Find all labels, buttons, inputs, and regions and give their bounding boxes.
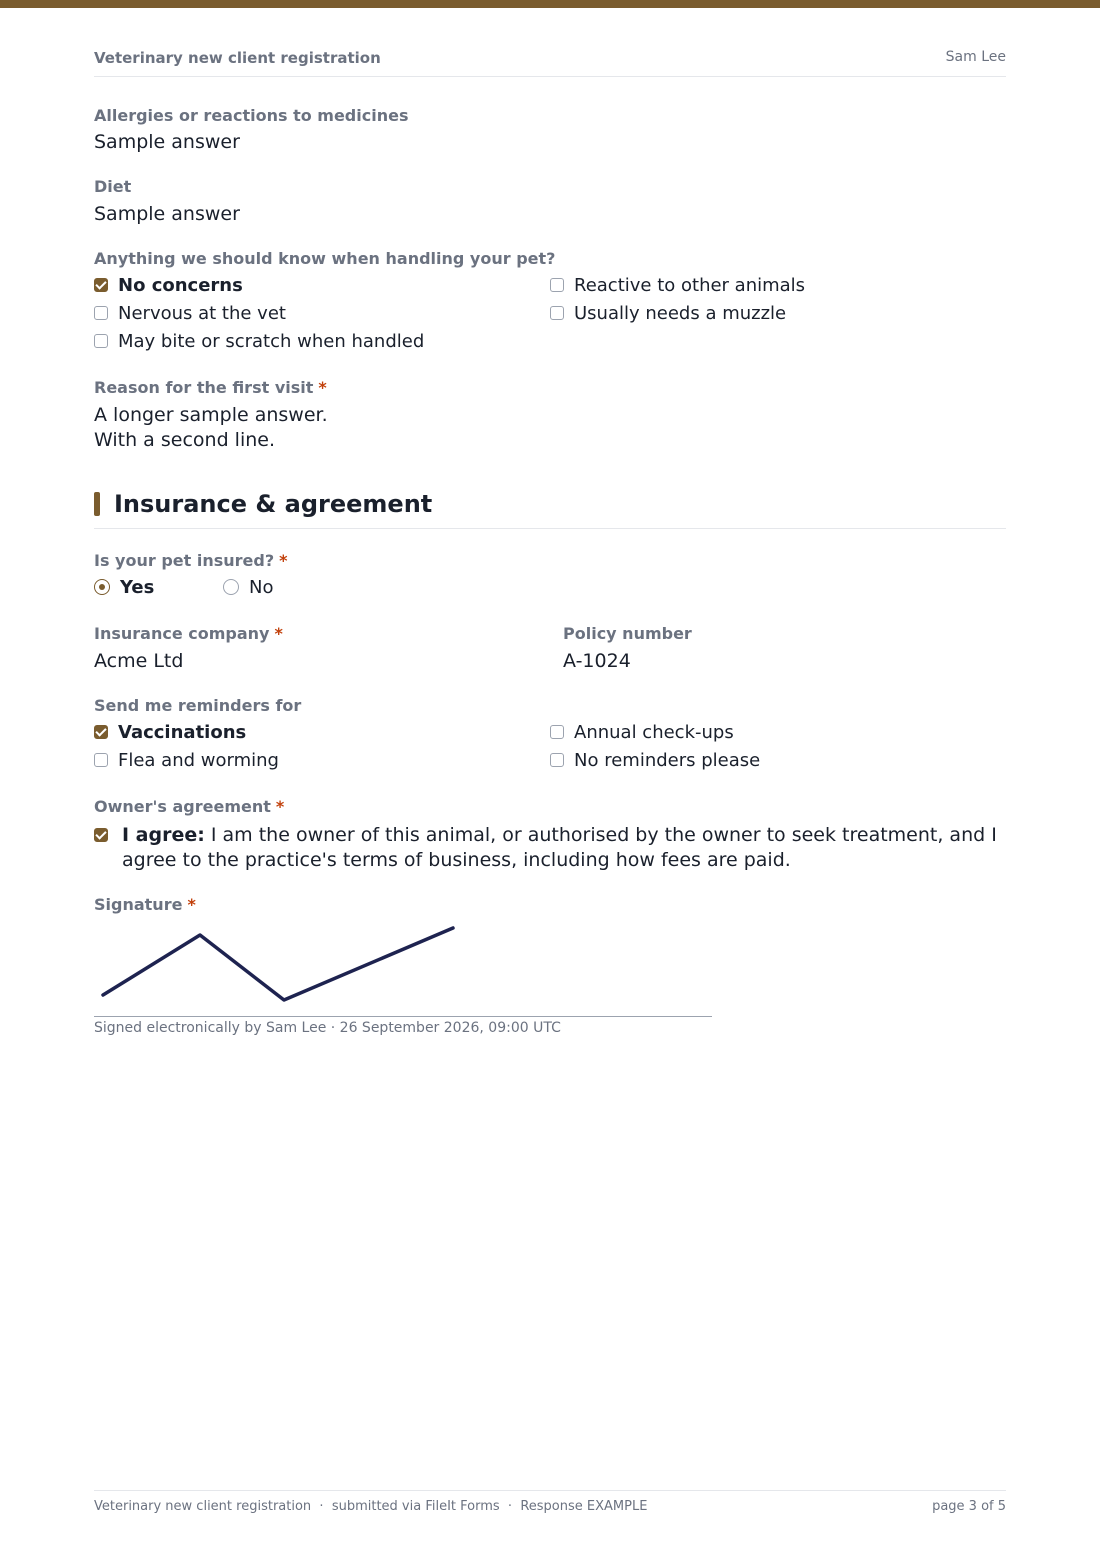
signature-caption: Signed electronically by Sam Lee · 26 September 2026, 09:00 UTC bbox=[94, 1020, 561, 1036]
required-marker: * bbox=[274, 624, 283, 643]
user-name: Sam Lee bbox=[945, 49, 1006, 65]
checkbox[interactable] bbox=[550, 278, 564, 292]
checkbox-checked[interactable] bbox=[94, 278, 108, 292]
reminder-option-flea-worming[interactable] bbox=[94, 749, 279, 771]
page-footer bbox=[94, 1490, 1006, 1514]
checkbox[interactable] bbox=[94, 306, 108, 320]
allergies-value: Sample answer bbox=[94, 131, 240, 153]
handling-option-may-bite[interactable] bbox=[94, 330, 424, 352]
insurance-company-value: Acme Ltd bbox=[94, 650, 184, 672]
required-marker: * bbox=[275, 797, 285, 816]
option-label: Nervous at the vet bbox=[118, 302, 286, 324]
reason-value-line2: With a second line. bbox=[94, 429, 275, 451]
insured-label bbox=[94, 551, 287, 570]
policy-number-value: A-1024 bbox=[563, 650, 631, 672]
section-title: Insurance & agreement bbox=[114, 490, 433, 518]
allergies-label: Allergies or reactions to medicines bbox=[94, 106, 409, 125]
insured-label-text: Is your pet insured? bbox=[94, 551, 275, 570]
option-label: No reminders please bbox=[574, 749, 761, 771]
checkbox[interactable] bbox=[94, 753, 108, 767]
handling-option-muzzle[interactable] bbox=[550, 302, 786, 324]
required-marker: * bbox=[318, 378, 327, 397]
reason-value-line1: A longer sample answer. bbox=[94, 404, 328, 426]
radio[interactable] bbox=[223, 579, 239, 595]
required-marker: * bbox=[187, 895, 196, 914]
option-label: No concerns bbox=[118, 274, 243, 296]
agreement-text bbox=[122, 823, 1006, 873]
option-label: Vaccinations bbox=[118, 721, 247, 743]
required-marker: * bbox=[279, 551, 288, 570]
radio-selected[interactable] bbox=[94, 579, 110, 595]
reason-label bbox=[94, 378, 327, 397]
option-label: Annual check-ups bbox=[574, 721, 734, 743]
section-accent-bar bbox=[94, 492, 100, 516]
reminder-option-none[interactable] bbox=[550, 749, 760, 771]
page-number: page 3 of 5 bbox=[932, 1499, 1006, 1514]
signature-label bbox=[94, 895, 196, 914]
handling-label: Anything we should know when handling your pet? bbox=[94, 249, 556, 268]
checkbox[interactable] bbox=[94, 334, 108, 348]
option-label: May bite or scratch when handled bbox=[118, 330, 425, 352]
option-label: Usually needs a muzzle bbox=[574, 302, 787, 324]
top-accent-bar bbox=[0, 0, 1100, 8]
insurance-company-label-text: Insurance company bbox=[94, 624, 270, 643]
checkbox[interactable] bbox=[550, 306, 564, 320]
checkbox[interactable] bbox=[550, 725, 564, 739]
section-heading bbox=[94, 490, 1006, 529]
reason-label-text: Reason for the first visit bbox=[94, 378, 314, 397]
page-header bbox=[94, 48, 1006, 77]
handling-option-no-concerns[interactable] bbox=[94, 274, 243, 296]
insured-option-no[interactable] bbox=[223, 576, 273, 598]
insured-option-yes[interactable] bbox=[94, 576, 154, 598]
signature-box bbox=[94, 920, 712, 1017]
checkbox-checked[interactable] bbox=[94, 828, 108, 842]
handling-option-nervous[interactable] bbox=[94, 302, 286, 324]
agreement-checkbox-row[interactable] bbox=[94, 823, 1006, 873]
handling-option-reactive[interactable] bbox=[550, 274, 805, 296]
agreement-lead: I agree: bbox=[122, 824, 205, 846]
reminders-label: Send me reminders for bbox=[94, 696, 302, 715]
form-title: Veterinary new client registration bbox=[94, 49, 381, 67]
insurance-company-label bbox=[94, 624, 283, 643]
agreement-label-text: Owner's agreement bbox=[94, 797, 271, 816]
checkbox[interactable] bbox=[550, 753, 564, 767]
agreement-body: I am the owner of this animal, or authorised by the owner to seek treatment, and I agree to the practice's terms of business, including how fees are paid. bbox=[122, 824, 997, 871]
agreement-label bbox=[94, 797, 284, 816]
checkbox-checked[interactable] bbox=[94, 725, 108, 739]
footer-text: Veterinary new client registration · submitted via FileIt Forms · Response EXAMPLE bbox=[94, 1499, 648, 1514]
diet-value: Sample answer bbox=[94, 203, 240, 225]
option-label: Reactive to other animals bbox=[574, 274, 806, 296]
policy-number-label: Policy number bbox=[563, 624, 692, 643]
reminder-option-vaccinations[interactable] bbox=[94, 721, 246, 743]
option-label: Flea and worming bbox=[118, 749, 279, 771]
signature-drawing bbox=[94, 920, 712, 1016]
signature-label-text: Signature bbox=[94, 895, 183, 914]
reminder-option-annual-checkups[interactable] bbox=[550, 721, 734, 743]
option-label: Yes bbox=[120, 576, 155, 598]
option-label: No bbox=[249, 576, 274, 598]
diet-label: Diet bbox=[94, 177, 132, 196]
